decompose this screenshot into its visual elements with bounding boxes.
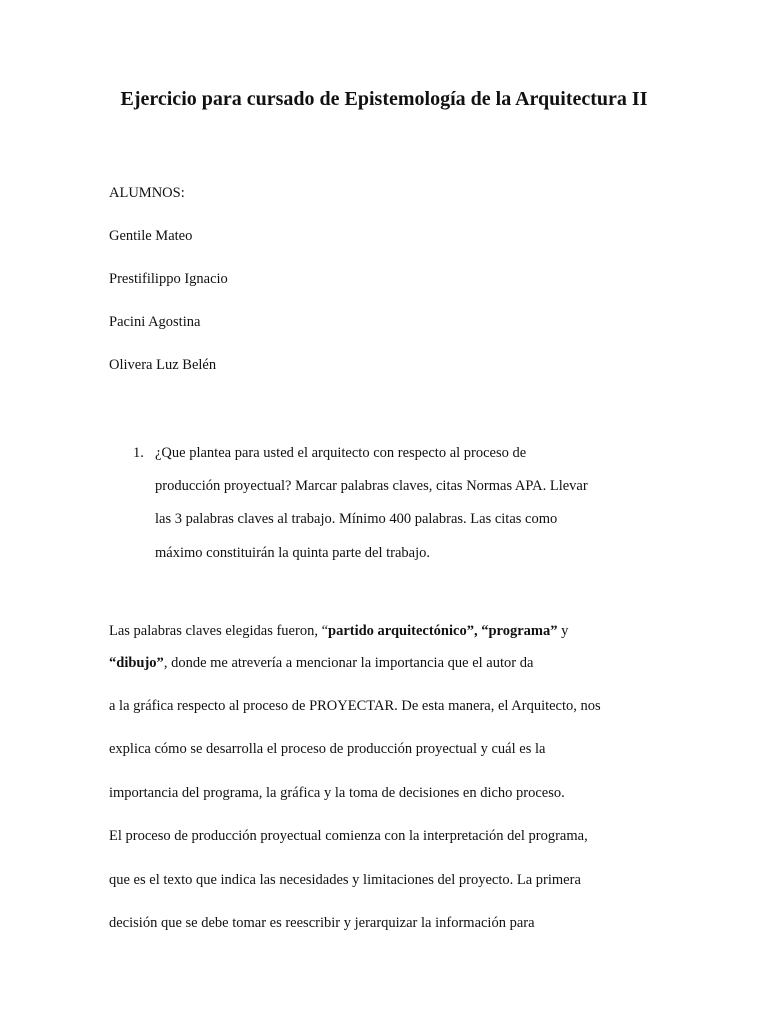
answer-line: decisión que se debe tomar es reescribir y jerarquizar la información para xyxy=(109,915,535,931)
answer-line: importancia del programa, la gráfica y la toma de decisiones en dicho proceso. xyxy=(109,785,565,801)
question-line: máximo constituirán la quinta parte del trabajo. xyxy=(155,545,431,561)
keyword-bold: “dibujo” xyxy=(109,655,164,671)
answer-line: El proceso de producción proyectual comienza con la interpretación del programa, xyxy=(109,828,588,844)
answer-line: a la gráfica respecto al proceso de PROYECTAR. De esta manera, el Arquitecto, nos xyxy=(109,698,601,714)
answer-text: y xyxy=(557,623,569,639)
students-heading: ALUMNOS: xyxy=(109,185,185,201)
answer-line: explica cómo se desarrolla el proceso de producción proyectual y cuál es la xyxy=(109,741,546,757)
question-line: las 3 palabras claves al trabajo. Mínimo 400 palabras. Las citas como xyxy=(155,511,558,527)
student-name: Olivera Luz Belén xyxy=(109,357,217,373)
student-name: Pacini Agostina xyxy=(109,314,201,330)
answer-line xyxy=(109,653,533,673)
student-name: Prestifilippo Ignacio xyxy=(109,271,228,287)
student-name: Gentile Mateo xyxy=(109,228,193,244)
question-number: 1. xyxy=(133,445,144,461)
question-line: ¿Que plantea para usted el arquitecto con respecto al proceso de xyxy=(155,445,527,461)
keyword-bold: partido arquitectónico”, “programa” xyxy=(328,623,558,639)
answer-line xyxy=(109,621,568,641)
answer-line: que es el texto que indica las necesidades y limitaciones del proyecto. La primera xyxy=(109,872,581,888)
document-title: Ejercicio para cursado de Epistemología de la Arquitectura II xyxy=(120,88,648,110)
question-line: producción proyectual? Marcar palabras claves, citas Normas APA. Llevar xyxy=(155,478,588,494)
answer-text: Las palabras claves elegidas fueron, “ xyxy=(109,623,329,639)
answer-text: , donde me atrevería a mencionar la importancia que el autor da xyxy=(163,655,534,671)
